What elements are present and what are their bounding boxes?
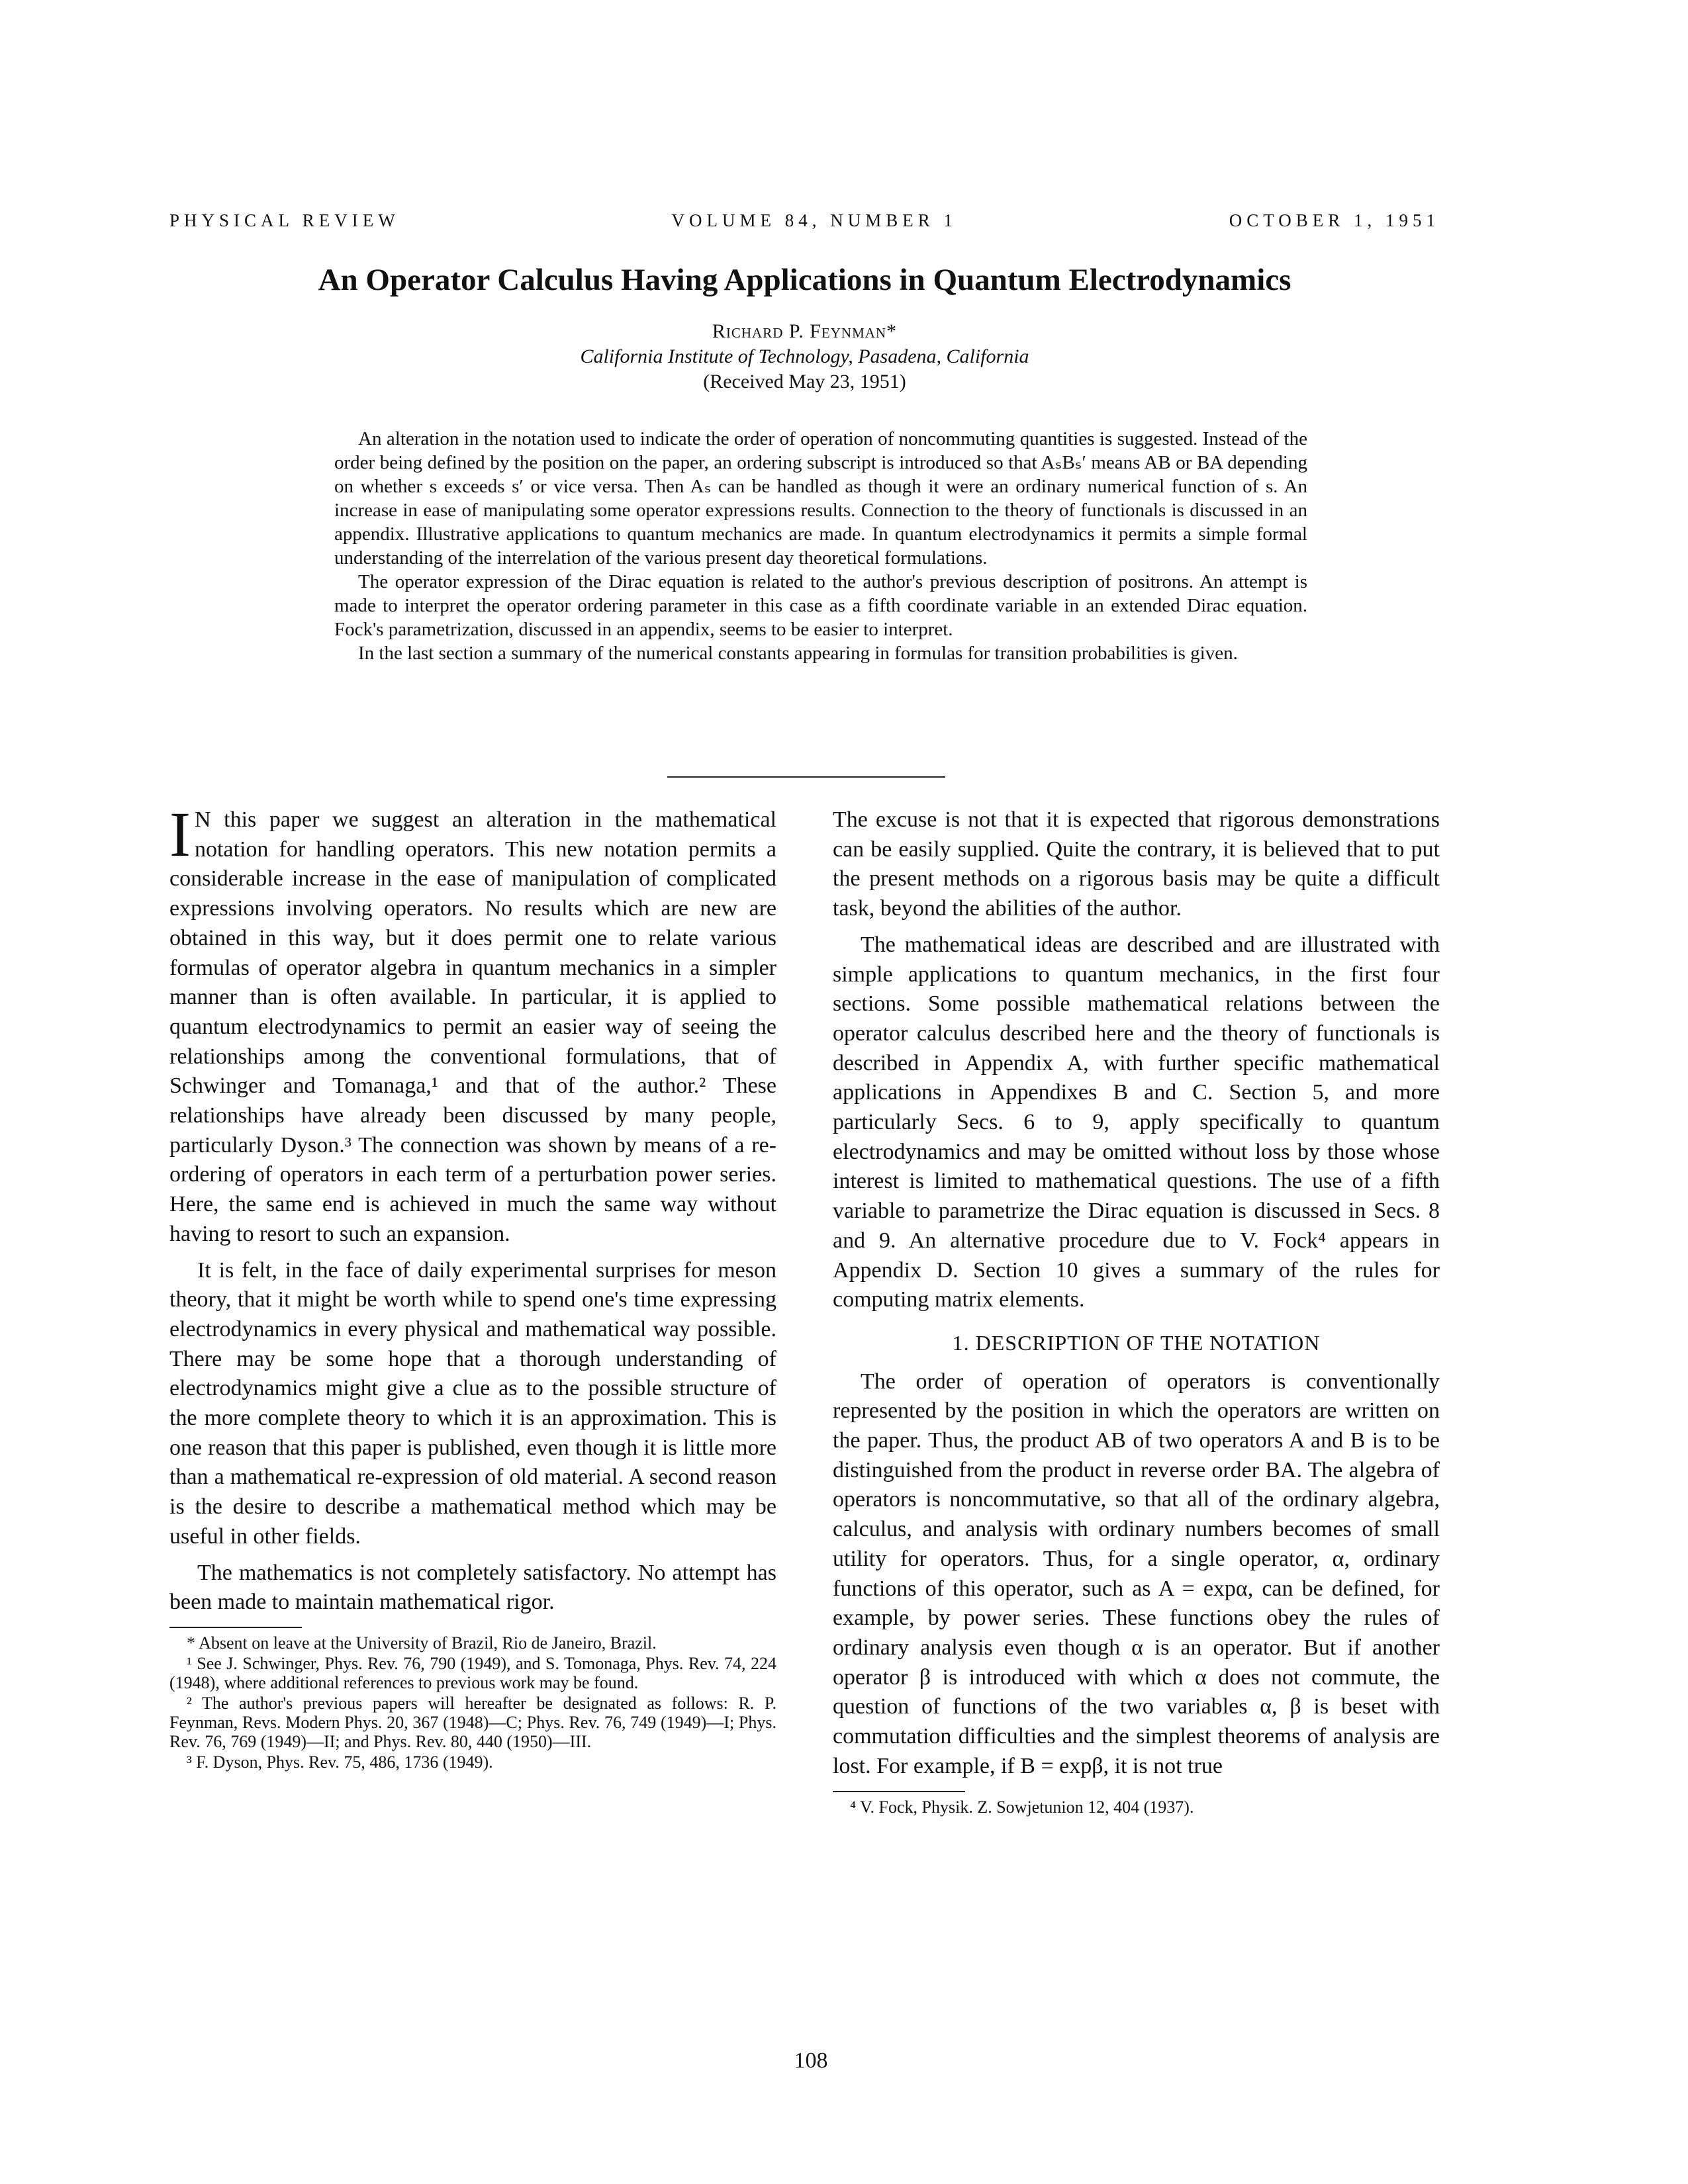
received-date: (Received May 23, 1951) xyxy=(703,371,906,392)
footnotes-right xyxy=(833,1797,1440,1817)
footnote-rule xyxy=(833,1791,965,1792)
issue-date: OCTOBER 1, 1951 xyxy=(1229,210,1440,230)
footnote: ³ F. Dyson, Phys. Rev. 75, 486, 1736 (1949). xyxy=(187,1752,493,1772)
running-head xyxy=(169,210,1440,231)
drop-cap: I xyxy=(169,799,191,870)
intro-paragraph xyxy=(169,799,776,1250)
right-column xyxy=(833,805,1440,1818)
abstract-paragraph: The operator expression of the Dirac equation is related to the author's previous description of positrons. An attempt is made to interpret the operator ordering parameter in this case as a fifth coordinate variable in an extended Dirac equation. Fock's parametrization, discussed in an appendix, seems to be easier to interpret. xyxy=(334,571,1307,640)
byline xyxy=(169,319,1440,394)
left-column xyxy=(169,799,776,1773)
abstract-paragraph: In the last section a summary of the numerical constants appearing in formulas for transition probabilities is given. xyxy=(358,643,1238,664)
section-heading: 1. DESCRIPTION OF THE NOTATION xyxy=(952,1330,1321,1355)
footnotes-left xyxy=(169,1633,776,1772)
body-paragraph: The mathematical ideas are described and are illustrated with simple applications to quantum mechanics, in the first four sections. Some possible mathematical relations between the operator calculus described here and the theory of functionals is described in Appendix A, with further specific mathematical applications in Appendixes B and C. Section 5, and more particularly Secs. 6 to 9, apply specifically to quantum electrodynamics and may be omitted without loss by those whose interest is limited to mathematical questions. The use of a fifth variable to parametrize the Dirac equation is discussed in Secs. 8 and 9. An alternative procedure due to V. Fock⁴ appears in Appendix D. Section 10 gives a summary of the rules for computing matrix elements. xyxy=(833,932,1440,1312)
intro-text: N this paper we suggest an alteration in the mathematical notation for handling operators. This new notation permits a considerable increase in the ease of manipulation of complicated expressions involving operators. No results which are new are obtained in this way, but it does permit one to relate various formulas of operator algebra in quantum mechanics in a simpler manner than is often available. In particular, it is applied to quantum electrodynamics to permit an easier way of seeing the relationships among the conventional formulations, that of Schwinger and Tomanaga,¹ and that of the author.² These relationships have already been discussed by many people, particularly Dyson.³ The connection was shown by means of a re-ordering of operators in each term of a perturbation power series. Here, the same end is achieved in much the same way without having to resort to such an expansion. xyxy=(169,807,776,1246)
body-paragraph: It is felt, in the face of daily experimental surprises for meson theory, that it might be worth while to spend one's time expressing electrodynamics in every physical and mathematical way possible. There may be some hope that a thorough understanding of electrodynamics might give a clue as to the possible structure of the more complete theory to which it is an approximation. This is one reason that this paper is published, even though it is little more than a mathematical re-expression of old material. A second reason is the desire to describe a mathematical method which may be useful in other fields. xyxy=(169,1257,776,1549)
journal-name: PHYSICAL REVIEW xyxy=(169,210,400,230)
body-paragraph: The excuse is not that it is expected that rigorous demonstrations can be easily supplied. Quite the contrary, it is believed that to put the present methods on a rigorous basis may be quite a difficult task, beyond the abilities of the author. xyxy=(833,807,1440,921)
paper-title: An Operator Calculus Having Applications in Quantum Electrodynamics xyxy=(318,263,1291,297)
page-number: 108 xyxy=(794,2048,828,2073)
footnote: ² The author's previous papers will hereafter be designated as follows: R. P. Feynman, Revs. Modern Phys. 20, 367 (1948)—C; Phys. Rev. 76, 749 (1949)—I; Phys. Rev. 76, 769 (1949)—II; and Phys. Rev. 80, 440 (1950)—III. xyxy=(169,1693,776,1751)
volume-number: VOLUME 84, NUMBER 1 xyxy=(671,210,957,230)
body-paragraph: The order of operation of operators is conventionally represented by the position in which the operators are written on the paper. Thus, the product AB of two operators A and B is to be distinguished from the product in reverse order BA. The algebra of operators is noncommutative, so that all of the ordinary algebra, calculus, and analysis with ordinary numbers becomes of small utility for operators. Thus, for a single operator, α, ordinary functions of this operator, such as A = expα, can be defined, for example, by power series. These functions obey the rules of ordinary analysis even though α is an operator. But if another operator β is introduced with which α does not commute, the question of functions of the two variables α, β is beset with commutation difficulties and the simplest theorems of analysis are lost. For example, if B = expβ, it is not true xyxy=(833,1369,1440,1778)
affiliation: California Institute of Technology, Pasadena, California xyxy=(580,345,1029,367)
footnote: ¹ See J. Schwinger, Phys. Rev. 76, 790 (1949), and S. Tomonaga, Phys. Rev. 74, 224 (1948), where additional references to previous work may be found. xyxy=(169,1653,776,1692)
body-paragraph: The mathematics is not completely satisfactory. No attempt has been made to maintain mathematical rigor. xyxy=(169,1560,776,1615)
separator-rule xyxy=(667,776,945,778)
author: Richard P. Feynman* xyxy=(712,320,898,342)
footnote: * Absent on leave at the University of Brazil, Rio de Janeiro, Brazil. xyxy=(187,1633,657,1653)
abstract xyxy=(334,427,1307,665)
footnote: ⁴ V. Fock, Physik. Z. Sowjetunion 12, 404 (1937). xyxy=(850,1797,1194,1817)
abstract-paragraph: An alteration in the notation used to indicate the order of operation of noncommuting quantities is suggested. Instead of the order being defined by the position on the paper, an ordering subscript is introduced so that AₛBₛ′ means AB or BA depending on whether s exceeds s′ or vice versa. Then Aₛ can be handled as though it were an ordinary numerical function of s. An increase in ease of manipulating some operator expressions results. Connection to the theory of functionals is discussed in an appendix. Illustrative applications to quantum mechanics are made. In quantum electrodynamics it permits a simple formal understanding of the interrelation of the various present day theoretical formulations. xyxy=(334,428,1307,569)
footnote-rule xyxy=(169,1627,302,1628)
